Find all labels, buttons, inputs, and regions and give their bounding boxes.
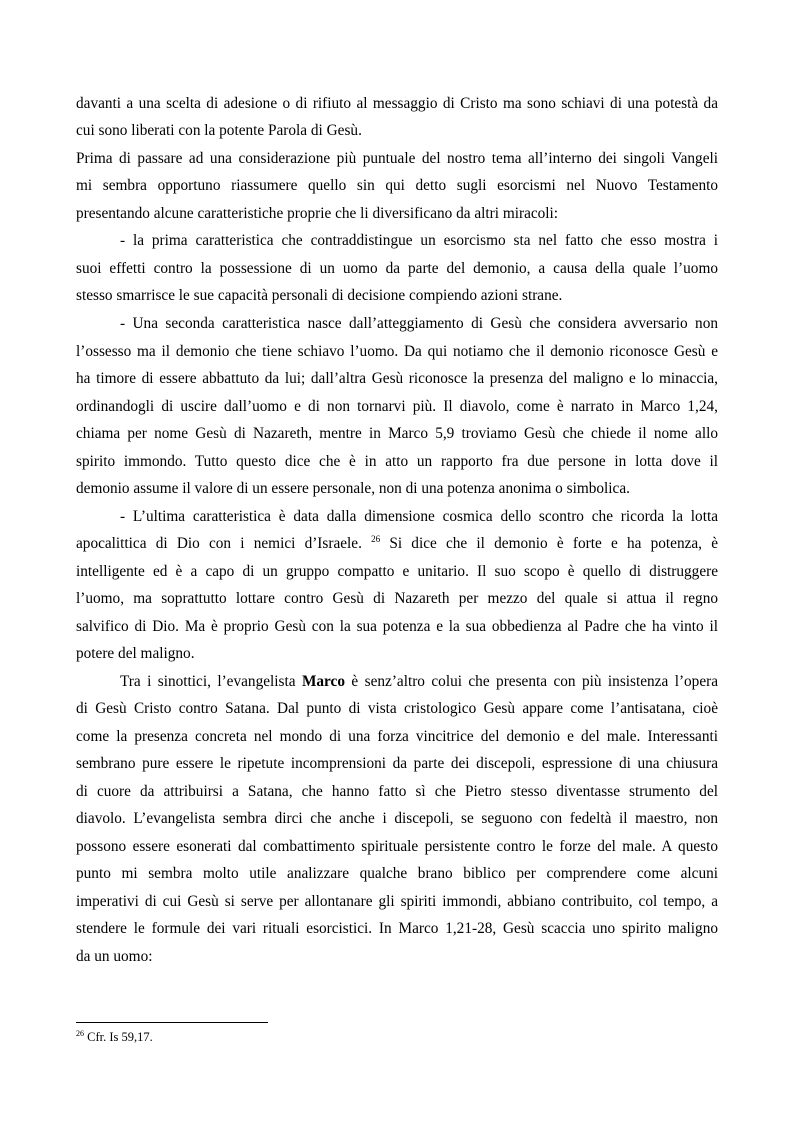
text-line: - L’ultima caratteristica è data dalla dimensione cosmica dello scontro che ricorda la lotta [120,508,718,525]
text-segment-bold: Marco [301,673,345,690]
text-line: presentando alcune caratteristiche proprie che li diversificano da altri miracoli: [76,205,559,222]
text-line: possono essere esonerati dal combattimento spirituale persistente contro le forze del male. A questo [76,838,718,855]
text-line: stendere le formule dei vari rituali esorcistici. In Marco 1,21-28, Gesù scaccia uno spirito maligno [76,920,718,937]
text-segment: Tra i sinottici, l’evangelista [120,673,296,690]
text-line [76,535,718,553]
text-line: ha timore di essere abbattuto da lui; dall’altra Gesù riconosce la presenza del maligno e lo minaccia, [76,370,718,387]
text-line: chiama per nome Gesù di Nazareth, mentre in Marco 5,9 troviamo Gesù che chiede il nome allo [76,425,718,442]
footnote [76,1030,153,1045]
text-line: l’uomo, ma soprattutto lottare contro Gesù di Nazareth per mezzo del quale si attua il regno [76,590,718,607]
text-segment: è senz’altro colui che presenta con più insistenza l’opera [351,673,719,690]
text-line: ordinandogli di uscire dall’uomo e di non tornarvi più. Il diavolo, come è narrato in Marco 1,24, [76,398,718,415]
text-line: come la presenza concreta nel mondo di una forza vincitrice del demonio e del male. Interessanti [76,728,718,745]
text-line: di cuore da attribuirsi a Satana, che hanno fatto sì che Pietro stesso diventasse strumento del [76,783,718,800]
text-line: cui sono liberati con la potente Parola di Gesù. [76,122,362,139]
text-line: - Una seconda caratteristica nasce dall’atteggiamento di Gesù che considera avversario non [120,315,718,332]
text-line: da un uomo: [76,948,153,965]
text-line: Prima di passare ad una considerazione più puntuale del nostro tema all’interno dei singoli Vangeli [76,150,718,167]
text-line: punto mi sembra molto utile analizzare qualche brano biblico per comprendere come alcuni [76,865,718,882]
text-line: di Gesù Cristo contro Satana. Dal punto di vista cristologico Gesù appare come l’antisatana, cioè [76,700,718,717]
text-line: suoi effetti contro la possessione di un uomo da parte del demonio, a causa della quale l’uomo [76,260,718,277]
text-line: stesso smarrisce le sue capacità personali di decisione compiendo azioni strane. [76,287,563,304]
text-segment: apocalittica di Dio con i nemici d’Israele. [76,535,362,552]
text-line: mi sembra opportuno riassumere quello sin qui detto sugli esorcismi nel Nuovo Testamento [76,177,718,194]
footnote-number: 26 [76,1029,84,1038]
text-line: l’ossesso ma il demonio che tiene schiavo l’uomo. Da qui notiamo che il demonio riconosce Gesù e [76,343,718,360]
text-line: demonio assume il valore di un essere personale, non di una potenza anonima o simbolica. [76,480,630,497]
footnote-text: Cfr. Is 59,17. [87,1030,153,1044]
text-line: intelligente ed è a capo di un gruppo compatto e unitario. Il suo scopo è quello di distruggere [76,563,718,580]
text-line: sembrano pure essere le ripetute incomprensioni da parte dei discepoli, espressione di una chiusura [76,755,718,772]
text-line [120,673,718,691]
text-line: potere del maligno. [76,645,195,662]
text-line: diavolo. L’evangelista sembra dirci che anche i discepoli, se seguono con fedeltà il maestro, non [76,810,718,827]
footnote-separator [76,1022,268,1023]
text-line: imperativi di cui Gesù si serve per allontanare gli spiriti immondi, abbiano contribuito, col tempo, a [76,893,718,910]
footnote-ref: 26 [371,534,381,544]
text-line: spirito immondo. Tutto questo dice che è in atto un rapporto fra due persone in lotta dove il [76,453,718,470]
text-line: - la prima caratteristica che contraddistingue un esorcismo sta nel fatto che esso mostra i [120,232,718,249]
text-line: davanti a una scelta di adesione o di rifiuto al messaggio di Cristo ma sono schiavi di una potestà da [76,95,718,112]
text-segment: Si dice che il demonio è forte e ha potenza, è [389,535,718,552]
text-line: salvifico di Dio. Ma è proprio Gesù con la sua potenza e la sua obbedienza al Padre che ha vinto il [76,618,718,635]
